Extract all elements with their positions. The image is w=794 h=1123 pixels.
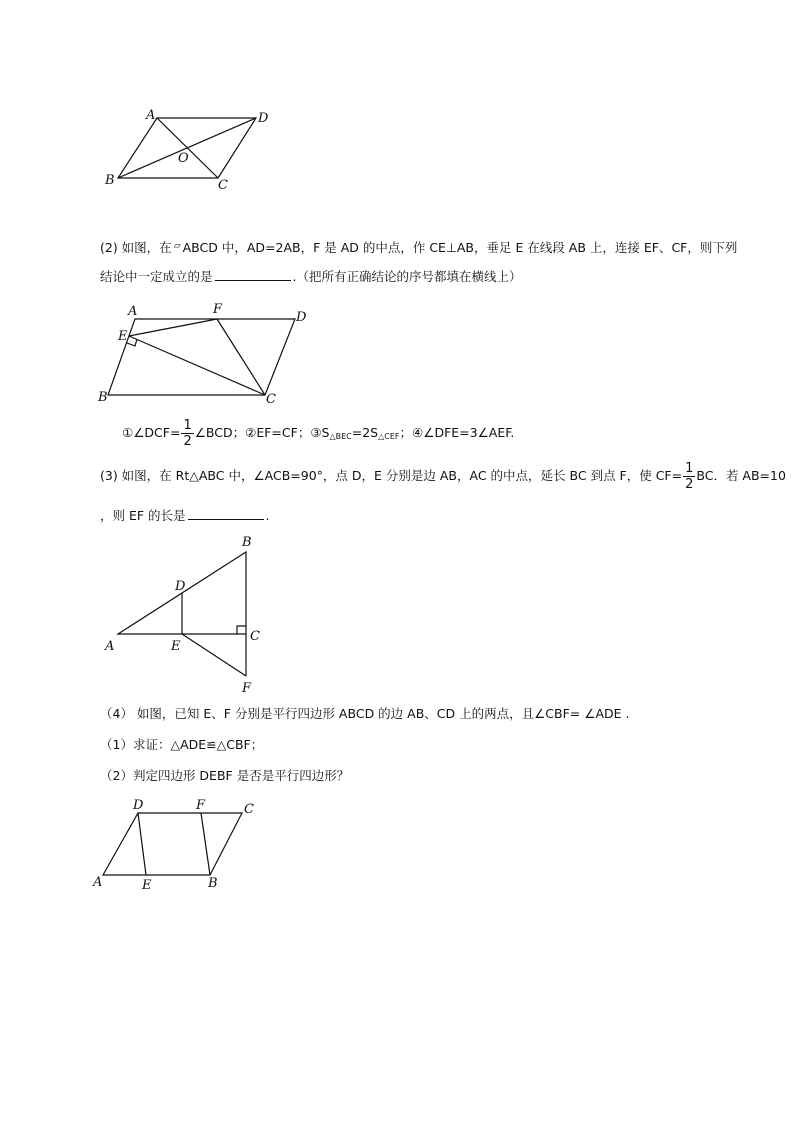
label-d: D (133, 798, 144, 813)
q2-line1: (2) 如图，在 ▱ ABCD 中，AD=2AB，F 是 AD 的中点，作 CE⊥AB，垂足 E 在线段 AB 上，连接 EF、CF，则下列 (100, 240, 738, 255)
answer-blank-q2[interactable] (215, 268, 291, 281)
label-d: D (258, 111, 269, 126)
label-f: F (242, 681, 252, 696)
parallelogram-abcd (103, 813, 242, 875)
label-e: E (118, 329, 128, 344)
q3-line2: ，则 EF 的长是 . (100, 508, 270, 523)
label-f: F (213, 302, 223, 317)
q4-part2: （2）判定四边形 DEBF 是否是平行四边形？ (100, 768, 350, 783)
label-c: C (266, 392, 276, 407)
fraction-one-half: $\frac{1}{2}$ (685, 461, 694, 492)
segment-de (138, 813, 146, 875)
segment-fc (217, 319, 265, 395)
figure-right-triangle (100, 530, 280, 700)
segment-ef (182, 634, 246, 676)
label-c: C (250, 629, 260, 644)
segment-fb (201, 813, 210, 875)
parallelogram-abcd (108, 319, 295, 395)
label-b: B (98, 390, 108, 405)
q2-line2: 结论中一定成立的是 .（把所有正确结论的序号都填在横线上） (100, 269, 522, 284)
figure-parallelogram-debf (90, 795, 270, 895)
q3-line1: (3) 如图，在 Rt△ABC 中，∠ACB=90°，点 D，E 分别是边 AB，AC 的中点，延长 BC 到点 F，使 CF= $\frac{1}{2}$ BC．若 AB=10 (100, 461, 786, 492)
label-o: O (178, 151, 189, 166)
segment-ef (129, 319, 217, 336)
label-a: A (146, 108, 156, 123)
right-angle-mark (127, 339, 137, 346)
label-c: C (244, 802, 254, 817)
label-a: A (105, 639, 115, 654)
label-b: B (208, 876, 218, 891)
label-a: A (93, 875, 103, 890)
label-c: C (218, 178, 228, 193)
answer-blank-q3[interactable] (188, 507, 264, 520)
segment-ec (129, 336, 265, 395)
q4-intro: （4） 如图，已知 E、F 分别是平行四边形 ABCD 的边 AB、CD 上的两点，且∠CBF= ∠ADE . (100, 706, 630, 721)
label-b: B (105, 173, 115, 188)
figure-parallelogram-diagonals (100, 105, 280, 195)
label-d: D (296, 310, 307, 325)
right-angle-mark (237, 626, 246, 634)
label-e: E (142, 878, 152, 893)
label-f: F (196, 798, 206, 813)
q4-part1: （1）求证：△ADE≌△CBF； (100, 737, 264, 752)
label-b: B (242, 535, 252, 550)
label-a: A (128, 304, 138, 319)
figure-parallelogram-cef (95, 300, 320, 410)
q2-options: ①∠DCF= $\frac{1}{2}$ ∠BCD；②EF=CF；$③S_{\triangle BEC}=2S_{\triangle CEF}$；④∠DFE=3∠AEF. (122, 418, 515, 449)
label-d: D (175, 579, 186, 594)
parallelogram-symbol: ▱ (173, 241, 181, 251)
diagonal-bd (118, 118, 256, 178)
fraction-one-half: $\frac{1}{2}$ (183, 418, 192, 449)
label-e: E (171, 639, 181, 654)
